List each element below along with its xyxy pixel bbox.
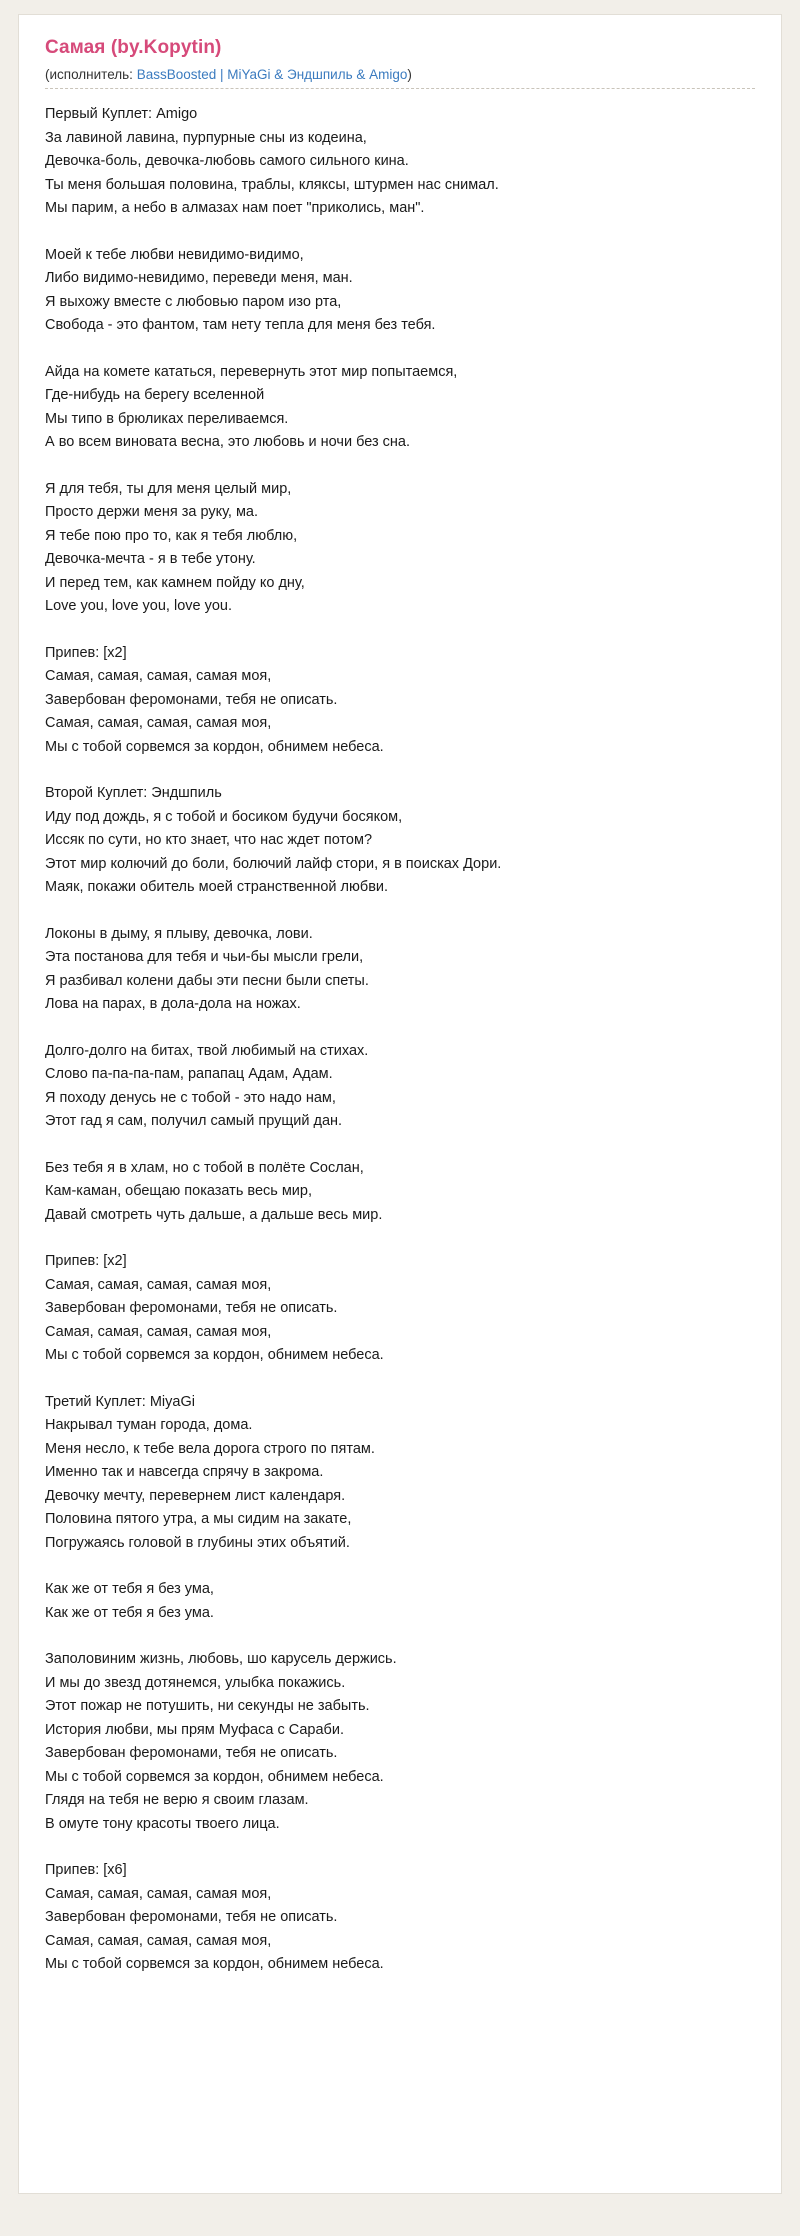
lyrics-line: Свобода - это фантом, там нету тепла для меня без тебя. bbox=[45, 317, 436, 333]
lyrics-line: Без тебя я в хлам, но с тобой в полёте Сослан, bbox=[45, 1159, 364, 1176]
lyrics-line: Я походу денусь не с тобой - это надо нам, bbox=[45, 1089, 336, 1106]
lyrics-line: Как же от тебя я без ума. bbox=[45, 1604, 214, 1621]
lyrics-line: Самая, самая, самая, самая моя, bbox=[45, 1932, 272, 1949]
lyrics-line: Я выхожу вместе с любовью паром изо рта, bbox=[45, 293, 342, 310]
lyrics-line: И перед тем, как камнем пойду ко дну, bbox=[45, 574, 305, 591]
lyrics-line: Этот пожар не потушить, ни секунды не забыть. bbox=[45, 1698, 370, 1714]
lyrics-stanza bbox=[45, 103, 755, 221]
lyrics-body bbox=[45, 103, 755, 1977]
lyrics-line: Меня несло, к тебе вела дорога строго по пятам. bbox=[45, 1440, 375, 1457]
lyrics-stanza bbox=[45, 1157, 755, 1228]
lyrics-line: Самая, самая, самая, самая моя, bbox=[45, 1276, 272, 1293]
lyrics-stanza bbox=[45, 782, 755, 900]
lyrics-stanza bbox=[45, 1250, 755, 1368]
lyrics-line: Love you, love you, love you. bbox=[45, 598, 233, 614]
lyrics-sheet bbox=[18, 14, 782, 2194]
lyrics-line: Именно так и навсегда спрячу в закрома. bbox=[45, 1464, 324, 1480]
lyrics-line: И мы до звезд дотянемся, улыбка покажись. bbox=[45, 1674, 346, 1691]
lyrics-line: Мы с тобой сорвемся за кордон, обнимем небеса. bbox=[45, 738, 384, 755]
performer-link[interactable]: BassBoosted | MiYaGi & Эндшпиль & Amigo bbox=[136, 67, 408, 82]
lyrics-line: Либо видимо-невидимо, переведи меня, ман. bbox=[45, 270, 353, 286]
lyrics-line: Кам-каман, обещаю показать весь мир, bbox=[45, 1183, 312, 1199]
lyrics-line: Давай смотреть чуть дальше, а дальше весь мир. bbox=[45, 1206, 383, 1223]
lyrics-line: Просто держи меня за руку, ма. bbox=[45, 504, 259, 520]
lyrics-line: Самая, самая, самая, самая моя, bbox=[45, 715, 272, 731]
lyrics-line: Глядя на тебя не верю я своим глазам. bbox=[45, 1792, 309, 1808]
lyrics-line: Девочку мечту, перевернем лист календаря. bbox=[45, 1487, 346, 1504]
lyrics-line: Эта постанова для тебя и чьи-бы мысли грели, bbox=[45, 949, 364, 965]
lyrics-stanza bbox=[45, 642, 755, 760]
lyrics-line: Самая, самая, самая, самая моя, bbox=[45, 1885, 272, 1902]
lyrics-stanza bbox=[45, 244, 755, 338]
lyrics-line: Девочка-мечта - я в тебе утону. bbox=[45, 551, 256, 567]
lyrics-line: Этот гад я сам, получил самый прущий дан. bbox=[45, 1113, 343, 1129]
header-divider bbox=[45, 88, 755, 89]
lyrics-line: Припев: [x2] bbox=[45, 644, 127, 661]
lyrics-line: Где-нибудь на берегу вселенной bbox=[45, 387, 265, 403]
lyrics-line: Завербован феромонами, тебя не описать. bbox=[45, 1909, 338, 1925]
lyrics-line: История любви, мы прям Муфаса с Сараби. bbox=[45, 1721, 344, 1738]
page-title: Самая (by.Kopytin) bbox=[45, 37, 222, 58]
lyrics-line: Иду под дождь, я с тобой и босиком будучи босяком, bbox=[45, 808, 403, 825]
lyrics-stanza bbox=[45, 1648, 755, 1836]
lyrics-line: Мы с тобой сорвемся за кордон, обнимем небеса. bbox=[45, 1956, 384, 1972]
lyrics-stanza bbox=[45, 1040, 755, 1134]
lyrics-line: Самая, самая, самая, самая моя, bbox=[45, 668, 272, 684]
lyrics-line: А во всем виновата весна, это любовь и ночи без сна. bbox=[45, 434, 411, 450]
lyrics-stanza bbox=[45, 1578, 755, 1625]
lyrics-line: Накрывал туман города, дома. bbox=[45, 1417, 253, 1433]
lyrics-line: Айда на комете кататься, перевернуть этот мир попытаемся, bbox=[45, 363, 458, 380]
lyrics-line: Локоны в дыму, я плыву, девочка, лови. bbox=[45, 925, 313, 942]
lyrics-line: Долго-долго на битах, твой любимый на стихах. bbox=[45, 1042, 369, 1059]
lyrics-line: Как же от тебя я без ума, bbox=[45, 1581, 214, 1597]
performer-close-paren: ) bbox=[407, 67, 412, 82]
lyrics-line: Моей к тебе любви невидимо-видимо, bbox=[45, 246, 304, 263]
lyrics-stanza bbox=[45, 361, 755, 455]
lyrics-line: Этот мир колючий до боли, болючий лайф стори, я в поисках Дори. bbox=[45, 855, 502, 872]
performer-label: (исполнитель: bbox=[45, 67, 137, 82]
lyrics-line: Припев: [x2] bbox=[45, 1253, 127, 1269]
lyrics-line: Завербован феромонами, тебя не описать. bbox=[45, 1745, 338, 1761]
lyrics-line: Мы с тобой сорвемся за кордон, обнимем небеса. bbox=[45, 1347, 384, 1363]
lyrics-stanza bbox=[45, 478, 755, 619]
lyrics-line: Я разбивал колени дабы эти песни были спеты. bbox=[45, 972, 369, 989]
lyrics-line: Первый Куплет: Amigo bbox=[45, 106, 198, 122]
lyrics-stanza bbox=[45, 923, 755, 1017]
lyrics-line: Слово па-па-па-пам, рапапац Адам, Адам. bbox=[45, 1066, 333, 1082]
performer-line bbox=[45, 67, 755, 82]
lyrics-line: Маяк, покажи обитель моей странственной любви. bbox=[45, 879, 389, 895]
lyrics-line: Лова на парах, в дола-дола на ножах. bbox=[45, 996, 301, 1012]
lyrics-line: Третий Куплет: MiyaGi bbox=[45, 1393, 195, 1410]
lyrics-line: Ты меня большая половина, траблы, кляксы, штурмен нас снимал. bbox=[45, 176, 499, 193]
lyrics-line: Завербован феромонами, тебя не описать. bbox=[45, 691, 338, 708]
lyrics-line: Я для тебя, ты для меня целый мир, bbox=[45, 480, 292, 497]
lyrics-stanza bbox=[45, 1859, 755, 1977]
lyrics-line: Мы парим, а небо в алмазах нам поет "приколись, ман". bbox=[45, 200, 425, 216]
lyrics-line: В омуте тону красоты твоего лица. bbox=[45, 1815, 280, 1832]
lyrics-line: Девочка-боль, девочка-любовь самого сильного кина. bbox=[45, 153, 409, 169]
lyrics-line: Половина пятого утра, а мы сидим на закате, bbox=[45, 1511, 352, 1527]
lyrics-line: Заполовиним жизнь, любовь, шо карусель держись. bbox=[45, 1651, 397, 1667]
lyrics-line: Мы типо в брюликах переливаемся. bbox=[45, 410, 289, 427]
lyrics-line: Погружаясь головой в глубины этих объятий. bbox=[45, 1534, 350, 1551]
lyrics-line: Второй Куплет: Эндшпиль bbox=[45, 785, 222, 801]
lyrics-line: Я тебе пою про то, как я тебя люблю, bbox=[45, 527, 298, 544]
lyrics-line: За лавиной лавина, пурпурные сны из кодеина, bbox=[45, 129, 367, 146]
lyrics-line: Припев: [x6] bbox=[45, 1862, 127, 1878]
lyrics-line: Завербован феромонами, тебя не описать. bbox=[45, 1300, 338, 1316]
lyrics-line: Иссяк по сути, но кто знает, что нас ждет потом? bbox=[45, 832, 373, 848]
lyrics-line: Самая, самая, самая, самая моя, bbox=[45, 1323, 272, 1340]
lyrics-stanza bbox=[45, 1391, 755, 1556]
lyrics-line: Мы с тобой сорвемся за кордон, обнимем небеса. bbox=[45, 1768, 384, 1785]
